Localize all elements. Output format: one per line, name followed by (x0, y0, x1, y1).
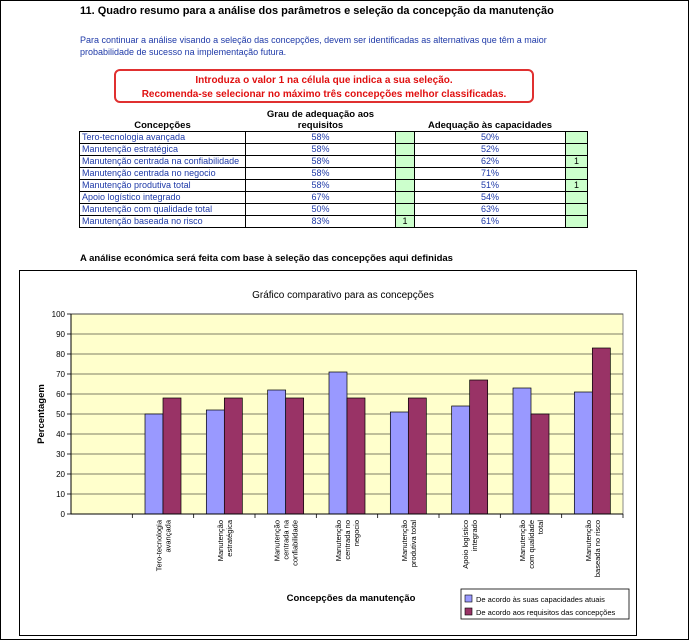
bar-series-1 (513, 388, 531, 514)
capability-pct-cell: 50% (415, 132, 566, 144)
legend-swatch-1 (465, 595, 472, 602)
requirement-selection-cell[interactable] (396, 168, 415, 180)
concept-name-cell: Apoio logístico integrado (80, 192, 246, 204)
y-tick-label: 20 (56, 470, 65, 479)
table-row (80, 192, 588, 204)
x-category-label: Manutençãobaseada no risco (583, 520, 602, 578)
x-category-label: Manutençãocentrada naconfiabilidade (272, 520, 300, 566)
capability-pct-cell: 62% (415, 156, 566, 168)
intro-text (80, 34, 600, 58)
bar-series-1 (206, 410, 224, 514)
requirement-selection-cell[interactable] (396, 192, 415, 204)
table-row (80, 204, 588, 216)
header-concepts: Concepções (134, 120, 191, 131)
capability-pct-cell: 61% (415, 216, 566, 228)
legend-label-1: De acordo às suas capacidades atuais (476, 595, 605, 604)
bar-series-1 (268, 390, 286, 514)
requirement-selection-cell[interactable] (396, 180, 415, 192)
header-requirements (246, 109, 396, 132)
bar-series-1 (329, 372, 347, 514)
intro-line-1: Para continuar a análise visando a seleção das concepções, devem ser identificadas as alternativas que têm a maior (80, 35, 547, 45)
capability-pct-cell: 63% (415, 204, 566, 216)
chart-svg (20, 271, 636, 635)
bar-series-2 (592, 348, 610, 514)
capability-selection-cell[interactable] (566, 132, 588, 144)
section-title: 11. Quadro resumo para a análise dos parâmetros e seleção da concepção da manutenção (80, 5, 554, 17)
requirement-pct-cell: 58% (246, 156, 396, 168)
capability-selection-cell[interactable] (566, 168, 588, 180)
summary-table-body (80, 132, 588, 228)
y-tick-label: 70 (56, 370, 65, 379)
table-row (80, 156, 588, 168)
capability-pct-cell: 71% (415, 168, 566, 180)
requirement-selection-cell[interactable]: 1 (396, 216, 415, 228)
requirement-selection-cell[interactable] (396, 132, 415, 144)
bar-series-1 (390, 412, 408, 514)
requirement-pct-cell: 83% (246, 216, 396, 228)
table-row (80, 144, 588, 156)
y-tick-label: 90 (56, 330, 65, 339)
x-category-label: Manutençãoprodutiva total (399, 520, 418, 568)
requirement-selection-cell[interactable] (396, 204, 415, 216)
requirement-pct-cell: 58% (246, 168, 396, 180)
capability-selection-cell[interactable] (566, 192, 588, 204)
concept-name-cell: Manutenção com qualidade total (80, 204, 246, 216)
summary-table (79, 109, 588, 228)
x-axis-title: Concepções da manutenção (286, 593, 416, 604)
capability-pct-cell: 52% (415, 144, 566, 156)
selection-notice (114, 69, 534, 103)
y-tick-label: 80 (56, 350, 65, 359)
header-capabilities: Adequação às capacidades (427, 120, 553, 131)
concept-name-cell: Manutenção centrada no negocio (80, 168, 246, 180)
requirement-pct-cell: 58% (246, 132, 396, 144)
notice-line-2: Recomenda-se selecionar no máximo três concepções melhor classificadas. (141, 89, 507, 100)
y-tick-label: 50 (56, 410, 65, 419)
bar-series-2 (163, 398, 181, 514)
concept-name-cell: Manutenção estratégica (80, 144, 246, 156)
x-category-label: Tero-tecnologiaavançada (154, 520, 173, 572)
bar-series-2 (224, 398, 242, 514)
header-req-line-1: Grau de adequação aos (266, 109, 375, 120)
header-req-line-2: requisitos (297, 120, 344, 131)
x-category-label: Manutençãocentrada nonegocio (334, 520, 361, 562)
bar-series-2 (408, 398, 426, 514)
y-tick-label: 0 (60, 510, 65, 519)
capability-pct-cell: 54% (415, 192, 566, 204)
x-category-label: Manutençãocom qualidadetotal (518, 520, 545, 569)
concept-name-cell: Tero-tecnologia avançada (80, 132, 246, 144)
y-tick-label: 10 (56, 490, 65, 499)
y-tick-label: 100 (51, 310, 65, 319)
bar-series-1 (452, 406, 470, 514)
x-category-label: Manutençãoestratégica (215, 520, 234, 562)
y-tick-label: 60 (56, 390, 65, 399)
y-tick-label: 40 (56, 430, 65, 439)
y-tick-label: 30 (56, 450, 65, 459)
notice-line-1: Introduza o valor 1 na célula que indica a sua seleção. (195, 75, 453, 86)
bar-series-2 (347, 398, 365, 514)
economic-analysis-note: A análise económica será feita com base à seleção das concepções aqui definidas (80, 253, 453, 264)
capability-selection-cell[interactable]: 1 (566, 180, 588, 192)
capability-selection-cell[interactable] (566, 144, 588, 156)
concept-name-cell: Manutenção baseada no risco (80, 216, 246, 228)
x-category-label: Apoio logísticointegrado (461, 520, 480, 569)
bar-series-2 (531, 414, 549, 514)
table-row (80, 216, 588, 228)
requirement-selection-cell[interactable] (396, 156, 415, 168)
capability-selection-cell[interactable] (566, 216, 588, 228)
table-row (80, 180, 588, 192)
requirement-pct-cell: 58% (246, 144, 396, 156)
requirement-pct-cell: 58% (246, 180, 396, 192)
requirement-selection-cell[interactable] (396, 144, 415, 156)
chart-title: Gráfico comparativo para as concepções (252, 290, 434, 301)
capability-selection-cell[interactable] (566, 204, 588, 216)
requirement-pct-cell: 50% (246, 204, 396, 216)
comparison-chart (19, 270, 637, 636)
concept-name-cell: Manutenção produtiva total (80, 180, 246, 192)
bar-series-1 (145, 414, 163, 514)
bar-series-1 (574, 392, 592, 514)
bar-series-2 (470, 380, 488, 514)
requirement-pct-cell: 67% (246, 192, 396, 204)
table-row (80, 168, 588, 180)
y-axis-title: Percentagem (36, 384, 47, 444)
intro-line-2: probabilidade de sucesso na implementação futura. (80, 47, 287, 57)
legend-label-2: De acordo aos requisitos das concepções (476, 608, 616, 617)
bar-series-2 (286, 398, 304, 514)
concept-name-cell: Manutenção centrada na confiabilidade (80, 156, 246, 168)
capability-pct-cell: 51% (415, 180, 566, 192)
capability-selection-cell[interactable]: 1 (566, 156, 588, 168)
table-row (80, 132, 588, 144)
legend-swatch-2 (465, 608, 472, 615)
